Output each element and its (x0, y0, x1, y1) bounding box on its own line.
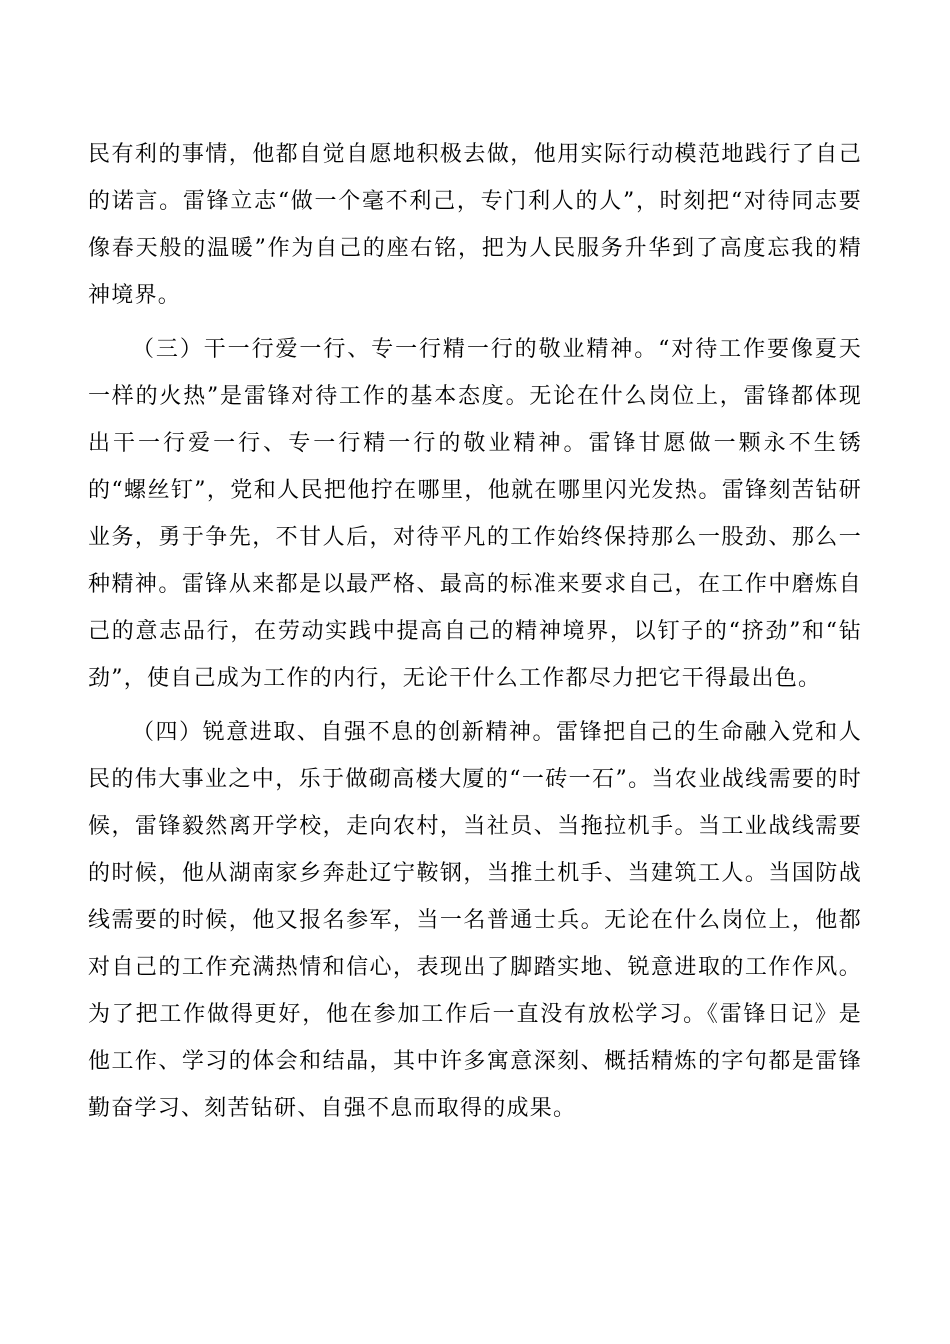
document-page (88, 131, 862, 1139)
paragraph-section-four: （四）锐意进取、自强不息的创新精神。雷锋把自己的生命融入党和人民的伟大事业之中，乐于做砌高楼大厦的“一砖一石”。当农业战线需要的时候，雷锋毅然离开学校，走向农村，当社员、当拖拉机手。当工业战线需要的时候，他从湖南家乡奔赴辽宁鞍钢，当推土机手、当建筑工人。当国防战线需要的时候，他又报名参军，当一名普通士兵。无论在什么岗位上，他都对自己的工作充满热情和信心，表现出了脚踏实地、锐意进取的工作作风。为了把工作做得更好，他在参加工作后一直没有放松学习。《雷锋日记》是他工作、学习的体会和结晶，其中许多寓意深刻、概括精炼的字句都是雷锋勤奋学习、刻苦钻研、自强不息而取得的成果。 (88, 720, 862, 1121)
paragraph-continuation: 民有利的事情，他都自觉自愿地积极去做，他用实际行动模范地践行了自己的诺言。雷锋立志“做一个毫不利己，专门利人的人”，时刻把“对待同志要像春天般的温暖”作为自己的座右铭，把为人民服务升华到了高度忘我的精神境界。 (88, 142, 862, 308)
paragraph-section-three: （三）干一行爱一行、专一行精一行的敬业精神。“对待工作要像夏天一样的火热”是雷锋对待工作的基本态度。无论在什么岗位上，雷锋都体现出干一行爱一行、专一行精一行的敬业精神。雷锋甘愿做一颗永不生锈的“螺丝钉”，党和人民把他拧在哪里，他就在哪里闪光发热。雷锋刻苦钻研业务，勇于争先，不甘人后，对待平凡的工作始终保持那么一股劲、那么一种精神。雷锋从来都是以最严格、最高的标准来要求自己，在工作中磨炼自己的意志品行，在劳动实践中提高自己的精神境界，以钉子的“挤劲”和“钻劲”，使自己成为工作的内行，无论干什么工作都尽力把它干得最出色。 (88, 337, 862, 691)
